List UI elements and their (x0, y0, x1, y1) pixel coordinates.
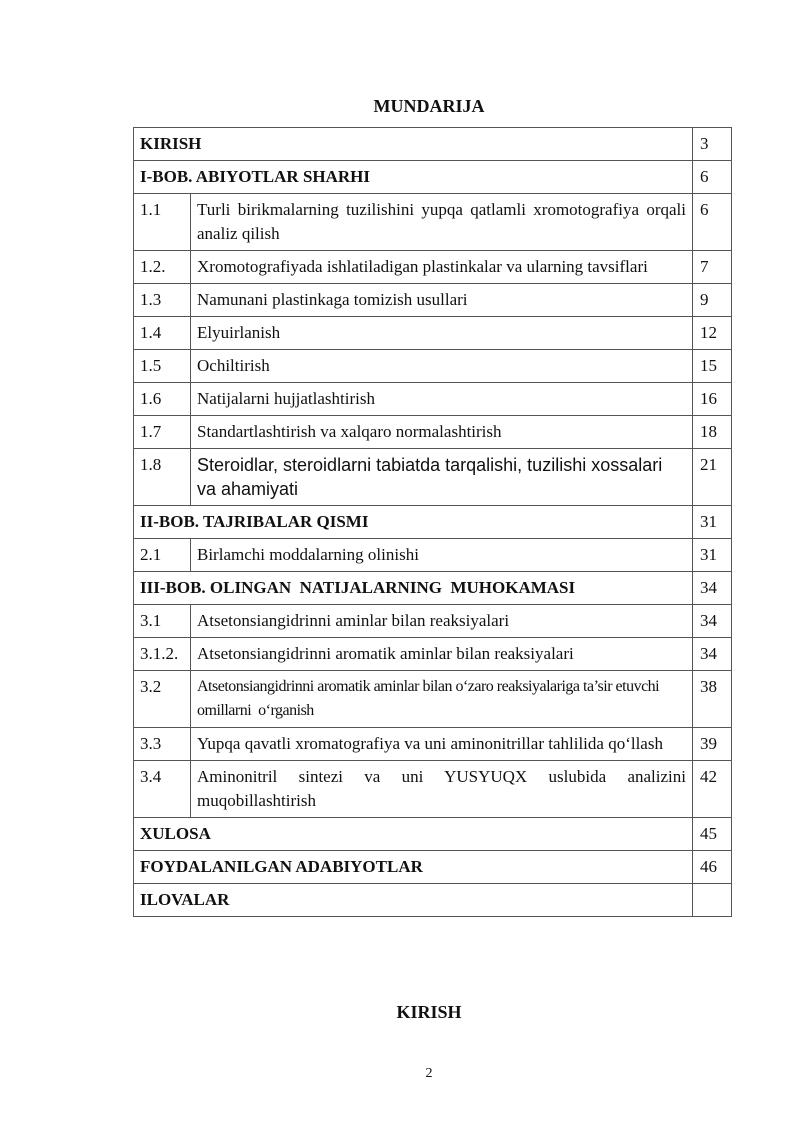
toc-page: 46 (693, 851, 732, 884)
toc-row[interactable] (134, 671, 732, 728)
toc-number: 1.6 (134, 383, 191, 416)
toc-row[interactable] (134, 761, 732, 818)
toc-row[interactable] (134, 251, 732, 284)
toc-number: 3.3 (134, 728, 191, 761)
toc-page: 6 (693, 194, 732, 251)
toc-page: 42 (693, 761, 732, 818)
toc-number: 1.7 (134, 416, 191, 449)
toc-row[interactable] (134, 194, 732, 251)
toc-number: 3.4 (134, 761, 191, 818)
toc-row[interactable] (134, 728, 732, 761)
toc-page: 16 (693, 383, 732, 416)
toc-page: 7 (693, 251, 732, 284)
toc-row-chapter-2[interactable] (134, 506, 732, 539)
toc-label: Elyuirlanish (191, 317, 693, 350)
toc-row[interactable] (134, 638, 732, 671)
toc-page: 34 (693, 572, 732, 605)
toc-page: 31 (693, 506, 732, 539)
toc-label: Xromotografiyada ishlatiladigan plastinkalar va ularning tavsiflari (191, 251, 693, 284)
toc-label: XULOSA (134, 818, 693, 851)
toc-label: ILOVALAR (134, 884, 693, 917)
toc-label: Steroidlar, steroidlarni tabiatda tarqalishi, tuzilishi xossalari va ahamiyati (191, 449, 693, 506)
toc-page: 6 (693, 161, 732, 194)
toc-page: 18 (693, 416, 732, 449)
toc-page: 9 (693, 284, 732, 317)
toc-page: 21 (693, 449, 732, 506)
toc-row[interactable] (134, 449, 732, 506)
toc-number: 1.8 (134, 449, 191, 506)
toc-label: Natijalarni hujjatlashtirish (191, 383, 693, 416)
toc-label: KIRISH (134, 128, 693, 161)
toc-label: Aminonitril sintezi va uni YUSYUQX uslubida analizini muqobillashtirish (191, 761, 693, 818)
toc-label: Atsetonsiangidrinni aromatik aminlar bilan reaksiyalari (191, 638, 693, 671)
toc-label: Birlamchi moddalarning olinishi (191, 539, 693, 572)
toc-label: I-BOB. ABIYOTLAR SHARHI (134, 161, 693, 194)
toc-page: 12 (693, 317, 732, 350)
toc-row-ilovalar[interactable] (134, 884, 732, 917)
toc-number: 1.3 (134, 284, 191, 317)
toc-row[interactable] (134, 539, 732, 572)
toc-number: 1.1 (134, 194, 191, 251)
toc-number: 1.5 (134, 350, 191, 383)
toc-page (693, 884, 732, 917)
toc-number: 2.1 (134, 539, 191, 572)
toc-label: III-BOB. OLINGAN NATIJALARNING MUHOKAMASI (134, 572, 693, 605)
toc-row[interactable] (134, 350, 732, 383)
toc-row[interactable] (134, 317, 732, 350)
section-heading: KIRISH (396, 1002, 462, 1022)
toc-row-chapter-1[interactable] (134, 161, 732, 194)
toc-row[interactable] (134, 416, 732, 449)
toc-label: Turli birikmalarning tuzilishini yupqa qatlamli xromotografiya orqali analiz qilish (191, 194, 693, 251)
toc-row[interactable] (134, 383, 732, 416)
toc-label: FOYDALANILGAN ADABIYOTLAR (134, 851, 693, 884)
toc-number: 3.2 (134, 671, 191, 728)
toc-label: Standartlashtirish va xalqaro normalashtirish (191, 416, 693, 449)
toc-label: Atsetonsiangidrinni aromatik aminlar bilan o‘zaro reaksiyalariga ta’sir etuvchi omillarni o‘rganish (191, 671, 693, 728)
toc-page: 15 (693, 350, 732, 383)
toc-row[interactable] (134, 605, 732, 638)
toc-label: Ochiltirish (191, 350, 693, 383)
toc-label: Atsetonsiangidrinni aminlar bilan reaksiyalari (191, 605, 693, 638)
toc-page: 39 (693, 728, 732, 761)
toc-row-xulosa[interactable] (134, 818, 732, 851)
toc-number: 1.4 (134, 317, 191, 350)
toc-row[interactable] (134, 284, 732, 317)
page-title: MUNDARIJA (373, 96, 485, 116)
toc-page: 38 (693, 671, 732, 728)
toc-page: 31 (693, 539, 732, 572)
toc-number: 3.1.2. (134, 638, 191, 671)
toc-number: 3.1 (134, 605, 191, 638)
toc-label: II-BOB. TAJRIBALAR QISMI (134, 506, 693, 539)
table-of-contents (133, 127, 732, 917)
toc-row-adabiyotlar[interactable] (134, 851, 732, 884)
toc-page: 34 (693, 638, 732, 671)
toc-row-kirish[interactable] (134, 128, 732, 161)
toc-page: 45 (693, 818, 732, 851)
page-number: 2 (425, 1066, 433, 1081)
toc-row-chapter-3[interactable] (134, 572, 732, 605)
toc-label: Yupqa qavatli xromatografiya va uni aminonitrillar tahlilida qo‘llash (191, 728, 693, 761)
toc-page: 3 (693, 128, 732, 161)
toc-page: 34 (693, 605, 732, 638)
toc-number: 1.2. (134, 251, 191, 284)
toc-label: Namunani plastinkaga tomizish usullari (191, 284, 693, 317)
